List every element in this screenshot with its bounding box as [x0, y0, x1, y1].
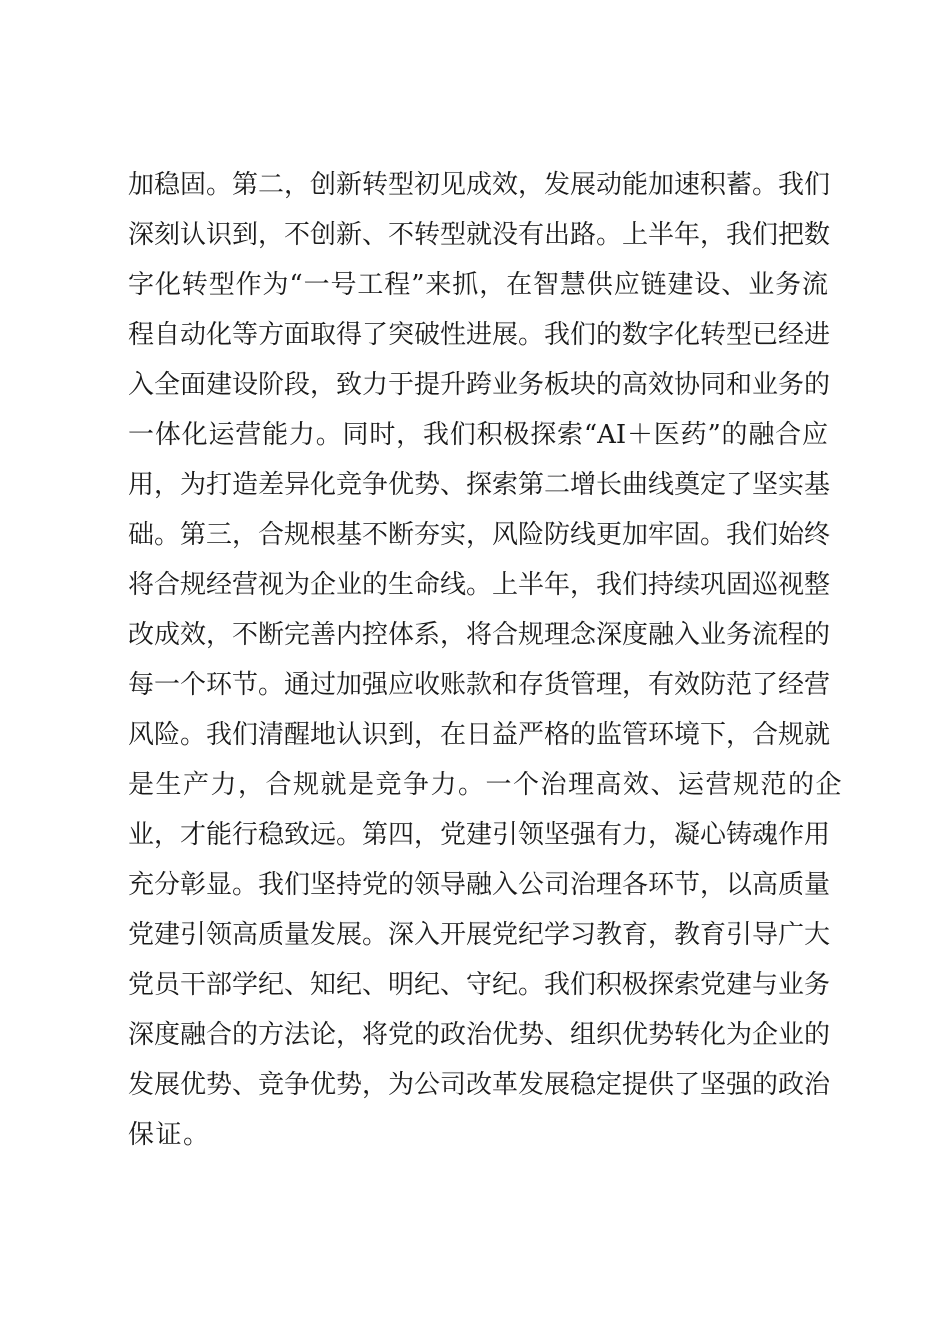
text-line: 字化转型作为“一号工程”来抓，在智慧供应链建设、业务流: [128, 270, 828, 300]
text-line: 础。第三，合规根基不断夯实，风险防线更加牢固。我们始终: [128, 520, 831, 550]
text-line: 是生产力，合规就是竞争力。一个治理高效、运营规范的企: [128, 770, 844, 800]
text-line: 入全面建设阶段，致力于提升跨业务板块的高效协同和业务的: [128, 370, 831, 400]
text-line: 风险。我们清醒地认识到，在日益严格的监管环境下，合规就: [128, 720, 831, 750]
text-line: 党建引领高质量发展。深入开展党纪学习教育，教育引导广大: [128, 920, 831, 950]
text-line: 改成效，不断完善内控体系，将合规理念深度融入业务流程的: [128, 620, 831, 650]
text-line: 将合规经营视为企业的生命线。上半年，我们持续巩固巡视整: [128, 570, 831, 600]
text-line: 深刻认识到，不创新、不转型就没有出路。上半年，我们把数: [128, 220, 831, 250]
text-line: 加稳固。第二，创新转型初见成效，发展动能加速积蓄。我们: [128, 170, 831, 200]
text-line: 一体化运营能力。同时，我们积极探索“AI＋医药”的融合应: [128, 420, 828, 450]
text-line: 深度融合的方法论，将党的政治优势、组织优势转化为企业的: [128, 1020, 831, 1050]
text-line: 充分彰显。我们坚持党的领导融入公司治理各环节，以高质量: [128, 870, 831, 900]
text-line: 保证。: [128, 1120, 211, 1150]
text-line: 业，才能行稳致远。第四，党建引领坚强有力，凝心铸魂作用: [128, 820, 831, 850]
text-line: 每一个环节。通过加强应收账款和存货管理，有效防范了经营: [128, 670, 831, 700]
text-line: 程自动化等方面取得了突破性进展。我们的数字化转型已经进: [128, 320, 831, 350]
body-paragraph: [128, 160, 844, 1160]
text-line: 发展优势、竞争优势，为公司改革发展稳定提供了坚强的政治: [128, 1070, 831, 1100]
text-line: 党员干部学纪、知纪、明纪、守纪。我们积极探索党建与业务: [128, 970, 831, 1000]
text-line: 用，为打造差异化竞争优势、探索第二增长曲线奠定了坚实基: [128, 470, 831, 500]
